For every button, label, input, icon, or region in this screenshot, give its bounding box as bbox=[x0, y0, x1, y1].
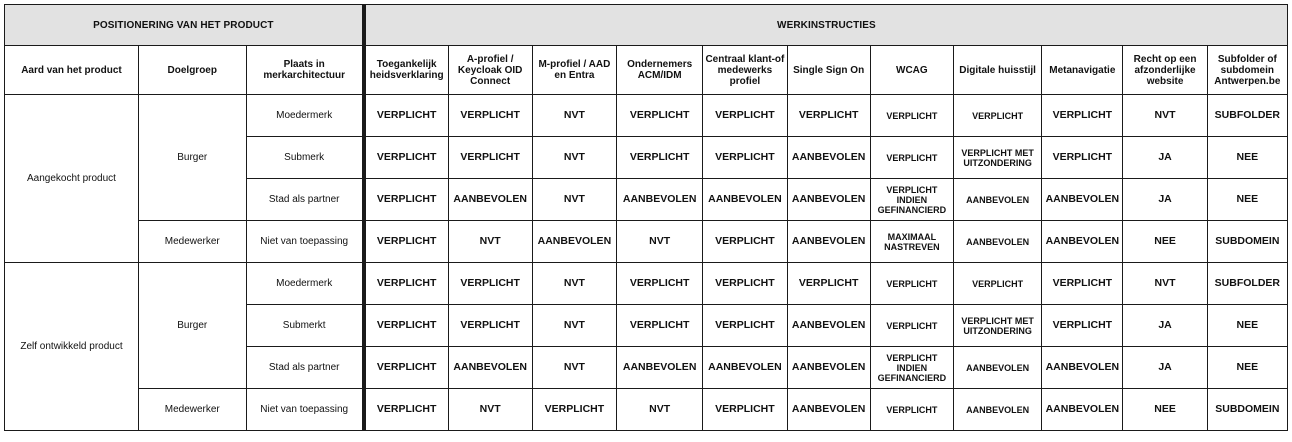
requirement-cell: NVT bbox=[532, 263, 616, 305]
requirement-cell: VERPLICHT bbox=[532, 389, 616, 431]
requirement-cell: JA bbox=[1123, 179, 1207, 221]
requirement-cell: AANBEVOLEN bbox=[703, 179, 787, 221]
audience-cell: Burger bbox=[138, 95, 246, 221]
requirement-cell: AANBEVOLEN bbox=[1042, 221, 1123, 263]
requirement-cell: NVT bbox=[1123, 263, 1207, 305]
requirement-cell: VERPLICHT bbox=[703, 95, 787, 137]
audience-cell: Medewerker bbox=[138, 221, 246, 263]
requirement-cell: VERPLICHT bbox=[703, 221, 787, 263]
requirement-cell: NEE bbox=[1123, 389, 1207, 431]
requirement-cell: NVT bbox=[617, 389, 703, 431]
requirement-cell: VERPLICHT bbox=[617, 95, 703, 137]
brand-position-cell: Niet van toepassing bbox=[246, 221, 364, 263]
requirement-cell: VERPLICHT MET UITZONDERING bbox=[953, 137, 1041, 179]
brand-position-cell: Stad als partner bbox=[246, 347, 364, 389]
requirement-cell: VERPLICHT bbox=[364, 221, 448, 263]
requirement-cell: VERPLICHT bbox=[703, 389, 787, 431]
brand-position-cell: Moedermerk bbox=[246, 263, 364, 305]
column-header: Centraal klant-of medewerks profiel bbox=[703, 46, 787, 95]
requirement-cell: VERPLICHT bbox=[448, 263, 532, 305]
requirement-cell: NEE bbox=[1123, 221, 1207, 263]
brand-position-cell: Submerkt bbox=[246, 305, 364, 347]
requirement-cell: AANBEVOLEN bbox=[953, 221, 1041, 263]
audience-cell: Medewerker bbox=[138, 389, 246, 431]
requirement-cell: VERPLICHT bbox=[364, 305, 448, 347]
table-row bbox=[5, 263, 1288, 305]
requirement-cell: SUBDOMEIN bbox=[1207, 389, 1287, 431]
column-header: WCAG bbox=[870, 46, 953, 95]
requirement-cell: VERPLICHT bbox=[364, 179, 448, 221]
section-header-work-instructions: WERKINSTRUCTIES bbox=[364, 5, 1288, 46]
requirement-cell: VERPLICHT bbox=[870, 95, 953, 137]
requirement-cell: AANBEVOLEN bbox=[532, 221, 616, 263]
requirement-cell: VERPLICHT bbox=[787, 263, 870, 305]
requirement-cell: NEE bbox=[1207, 137, 1287, 179]
requirement-cell: VERPLICHT bbox=[1042, 137, 1123, 179]
requirement-cell: AANBEVOLEN bbox=[953, 389, 1041, 431]
requirement-cell: VERPLICHT bbox=[703, 137, 787, 179]
requirement-cell: VERPLICHT bbox=[617, 137, 703, 179]
column-header: Single Sign On bbox=[787, 46, 870, 95]
requirement-cell: VERPLICHT bbox=[448, 305, 532, 347]
requirement-cell: NEE bbox=[1207, 179, 1287, 221]
requirement-cell: VERPLICHT bbox=[787, 95, 870, 137]
requirement-cell: AANBEVOLEN bbox=[953, 347, 1041, 389]
table-row bbox=[5, 389, 1288, 431]
column-header: Toegankelijk heidsverklaring bbox=[364, 46, 448, 95]
requirement-cell: VERPLICHT bbox=[703, 305, 787, 347]
requirement-cell: AANBEVOLEN bbox=[448, 347, 532, 389]
column-header: Ondernemers ACM/IDM bbox=[617, 46, 703, 95]
requirement-cell: AANBEVOLEN bbox=[787, 389, 870, 431]
requirement-cell: AANBEVOLEN bbox=[787, 137, 870, 179]
table-row bbox=[5, 221, 1288, 263]
requirement-cell: VERPLICHT bbox=[1042, 305, 1123, 347]
requirement-cell: JA bbox=[1123, 137, 1207, 179]
requirement-cell: SUBFOLDER bbox=[1207, 263, 1287, 305]
audience-cell: Burger bbox=[138, 263, 246, 389]
requirement-cell: NVT bbox=[532, 305, 616, 347]
column-header: Recht op een afzonderlijke website bbox=[1123, 46, 1207, 95]
requirement-cell: VERPLICHT MET UITZONDERING bbox=[953, 305, 1041, 347]
requirement-cell: NVT bbox=[448, 389, 532, 431]
requirement-cell: VERPLICHT bbox=[870, 137, 953, 179]
requirement-cell: VERPLICHT bbox=[448, 137, 532, 179]
requirement-cell: VERPLICHT bbox=[364, 389, 448, 431]
column-header: A-profiel / Keycloak OID Connect bbox=[448, 46, 532, 95]
column-header: Aard van het product bbox=[5, 46, 139, 95]
requirement-cell: NEE bbox=[1207, 305, 1287, 347]
requirement-cell: AANBEVOLEN bbox=[617, 347, 703, 389]
requirement-cell: VERPLICHT INDIEN GEFINANCIERD bbox=[870, 179, 953, 221]
requirement-cell: AANBEVOLEN bbox=[1042, 179, 1123, 221]
column-header: Plaats in merkarchitectuur bbox=[246, 46, 364, 95]
requirement-cell: AANBEVOLEN bbox=[703, 347, 787, 389]
column-header: Doelgroep bbox=[138, 46, 246, 95]
requirement-cell: VERPLICHT bbox=[703, 263, 787, 305]
requirements-table bbox=[4, 4, 1288, 431]
requirement-cell: AANBEVOLEN bbox=[953, 179, 1041, 221]
column-header: Digitale huisstijl bbox=[953, 46, 1041, 95]
requirement-cell: VERPLICHT bbox=[953, 95, 1041, 137]
column-header: Metanavigatie bbox=[1042, 46, 1123, 95]
requirement-cell: NVT bbox=[532, 347, 616, 389]
requirement-cell: VERPLICHT bbox=[870, 389, 953, 431]
requirement-cell: VERPLICHT bbox=[617, 263, 703, 305]
requirement-cell: AANBEVOLEN bbox=[448, 179, 532, 221]
requirement-cell: VERPLICHT bbox=[870, 305, 953, 347]
requirement-cell: NVT bbox=[1123, 95, 1207, 137]
column-header: M-profiel / AAD en Entra bbox=[532, 46, 616, 95]
requirement-cell: VERPLICHT bbox=[364, 263, 448, 305]
requirement-cell: NVT bbox=[532, 95, 616, 137]
requirement-cell: VERPLICHT INDIEN GEFINANCIERD bbox=[870, 347, 953, 389]
column-header: Subfolder of subdomein Antwerpen.be bbox=[1207, 46, 1287, 95]
requirement-cell: AANBEVOLEN bbox=[787, 179, 870, 221]
requirement-cell: AANBEVOLEN bbox=[1042, 347, 1123, 389]
requirement-cell: NEE bbox=[1207, 347, 1287, 389]
section-header-positioning: POSITIONERING VAN HET PRODUCT bbox=[5, 5, 364, 46]
requirement-cell: MAXIMAAL NASTREVEN bbox=[870, 221, 953, 263]
requirement-cell: VERPLICHT bbox=[448, 95, 532, 137]
brand-position-cell: Stad als partner bbox=[246, 179, 364, 221]
requirement-cell: VERPLICHT bbox=[953, 263, 1041, 305]
requirement-cell: SUBFOLDER bbox=[1207, 95, 1287, 137]
requirement-cell: AANBEVOLEN bbox=[1042, 389, 1123, 431]
product-type-cell: Zelf ontwikkeld product bbox=[5, 263, 139, 431]
requirement-cell: AANBEVOLEN bbox=[787, 347, 870, 389]
brand-position-cell: Moedermerk bbox=[246, 95, 364, 137]
requirement-cell: VERPLICHT bbox=[364, 347, 448, 389]
brand-position-cell: Submerk bbox=[246, 137, 364, 179]
requirement-cell: VERPLICHT bbox=[1042, 263, 1123, 305]
requirement-cell: VERPLICHT bbox=[364, 95, 448, 137]
requirement-cell: NVT bbox=[617, 221, 703, 263]
requirement-cell: AANBEVOLEN bbox=[617, 179, 703, 221]
brand-position-cell: Niet van toepassing bbox=[246, 389, 364, 431]
requirement-cell: VERPLICHT bbox=[617, 305, 703, 347]
product-type-cell: Aangekocht product bbox=[5, 95, 139, 263]
requirement-cell: SUBDOMEIN bbox=[1207, 221, 1287, 263]
column-header-row bbox=[5, 46, 1288, 95]
requirement-cell: NVT bbox=[532, 137, 616, 179]
requirement-cell: VERPLICHT bbox=[364, 137, 448, 179]
requirement-cell: NVT bbox=[532, 179, 616, 221]
requirement-cell: AANBEVOLEN bbox=[787, 221, 870, 263]
table-row bbox=[5, 95, 1288, 137]
requirement-cell: VERPLICHT bbox=[870, 263, 953, 305]
requirement-cell: AANBEVOLEN bbox=[787, 305, 870, 347]
requirement-cell: NVT bbox=[448, 221, 532, 263]
requirement-cell: VERPLICHT bbox=[1042, 95, 1123, 137]
requirement-cell: JA bbox=[1123, 347, 1207, 389]
requirement-cell: JA bbox=[1123, 305, 1207, 347]
